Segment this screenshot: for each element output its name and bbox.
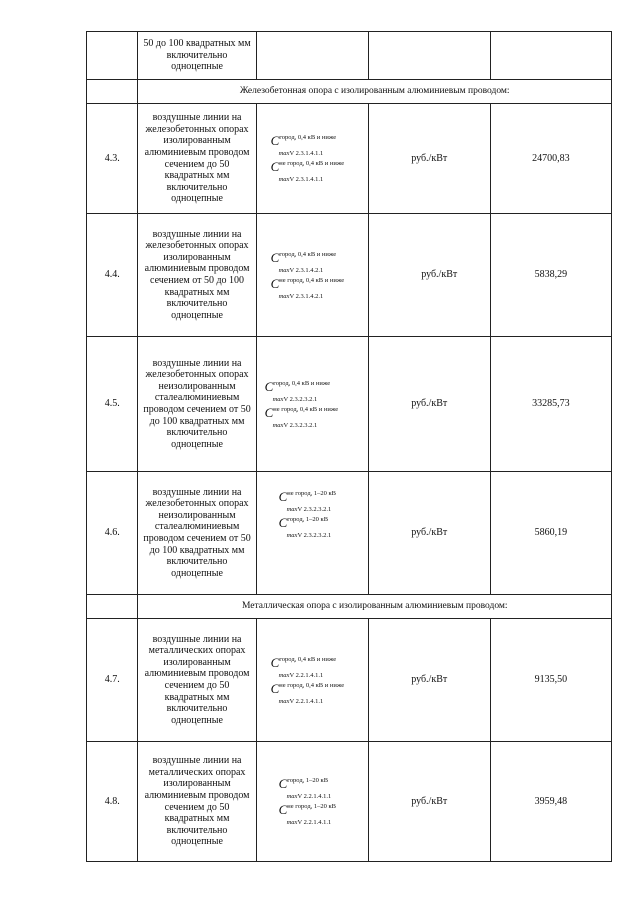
table-row	[87, 472, 612, 595]
table-row	[87, 337, 612, 472]
row-unit: руб./кВт	[368, 104, 490, 214]
formula: Cгород, 1–20 кВ maxV 2.2.1.4.1.1	[278, 776, 332, 800]
table-row	[87, 619, 612, 742]
row-unit: руб./кВт	[368, 742, 490, 862]
row-number	[87, 595, 138, 619]
formula: Cне город, 0,4 кВ и ниже maxV 2.3.2.3.2.1	[264, 404, 339, 429]
row-unit	[368, 32, 490, 80]
section-header: Металлическая опора с изолированным алюминиевым проводом:	[138, 595, 612, 619]
row-unit: руб./кВт	[368, 214, 490, 337]
row-number	[87, 80, 138, 104]
section-header: Железобетонная опора с изолированным алюминиевым проводом:	[138, 80, 612, 104]
row-unit: руб./кВт	[368, 472, 490, 595]
row-number: 4.5.	[87, 337, 138, 472]
tariff-table	[86, 31, 612, 862]
row-unit: руб./кВт	[368, 619, 490, 742]
row-formula	[256, 32, 368, 80]
table-row	[87, 104, 612, 214]
row-number: 4.3.	[87, 104, 138, 214]
formula: Cне город, 0,4 кВ и ниже maxV 2.3.1.4.1.1	[270, 159, 345, 183]
formula: Cгород, 0,4 кВ и ниже maxV 2.3.1.4.2.1	[270, 249, 337, 274]
row-value: 5860,19	[490, 472, 611, 595]
table-row	[87, 742, 612, 862]
row-value: 5838,29	[490, 214, 611, 337]
row-formula	[256, 472, 368, 595]
row-description: воздушные линии на железобетонных опорах неизолированным сталеалюминиевым проводом сечением от 50 до 100 квадратных мм включительно одноцепные	[138, 472, 256, 595]
row-value: 9135,50	[490, 619, 611, 742]
row-value: 33285,73	[490, 337, 611, 472]
row-number: 4.6.	[87, 472, 138, 595]
formula: Cгород, 1–20 кВ maxV 2.3.2.3.2.1	[278, 515, 332, 539]
formula: Cне город, 1–20 кВ maxV 2.3.2.3.2.1	[278, 489, 337, 513]
row-description: воздушные линии на железобетонных опорах неизолированным сталеалюминиевым проводом сечением от 50 до 100 квадратных мм включительно одноцепные	[138, 337, 256, 472]
row-description: воздушные линии на железобетонных опорах изолированным алюминиевым проводом сечением до 50 квадратных мм включительно одноцепные	[138, 104, 256, 214]
row-formula	[256, 619, 368, 742]
formula: Cгород, 0,4 кВ и ниже maxV 2.3.1.4.1.1	[270, 133, 337, 157]
row-formula	[256, 337, 368, 472]
row-formula	[256, 104, 368, 214]
row-value: 3959,48	[490, 742, 611, 862]
table-row	[87, 214, 612, 337]
formula: Cгород, 0,4 кВ и ниже maxV 2.3.2.3.2.1	[264, 378, 331, 403]
formula: Cне город, 0,4 кВ и ниже maxV 2.2.1.4.1.1	[270, 680, 345, 705]
row-number: 4.4.	[87, 214, 138, 337]
row-description: воздушные линии на металлических опорах изолированным алюминиевым проводом сечением до 50 квадратных мм включительно одноцепные	[138, 619, 256, 742]
row-number: 4.8.	[87, 742, 138, 862]
row-description: воздушные линии на металлических опорах изолированным алюминиевым проводом сечением до 50 квадратных мм включительно одноцепные	[138, 742, 256, 862]
table-row	[87, 32, 612, 80]
row-description: 50 до 100 квадратных мм включительно одноцепные	[138, 32, 256, 80]
row-number: 4.7.	[87, 619, 138, 742]
row-description: воздушные линии на железобетонных опорах изолированным алюминиевым проводом сечением от 50 до 100 квадратных мм включительно одноцепные	[138, 214, 256, 337]
row-value: 24700,83	[490, 104, 611, 214]
row-unit: руб./кВт	[368, 337, 490, 472]
formula: Cне город, 0,4 кВ и ниже maxV 2.3.1.4.2.1	[270, 275, 345, 300]
section-header-row	[87, 80, 612, 104]
row-formula	[256, 742, 368, 862]
row-number	[87, 32, 138, 80]
row-formula	[256, 214, 368, 337]
section-header-row	[87, 595, 612, 619]
formula: Cгород, 0,4 кВ и ниже maxV 2.2.1.4.1.1	[270, 654, 337, 679]
formula: Cне город, 1–20 кВ maxV 2.2.1.4.1.1	[278, 802, 337, 826]
row-value	[490, 32, 611, 80]
